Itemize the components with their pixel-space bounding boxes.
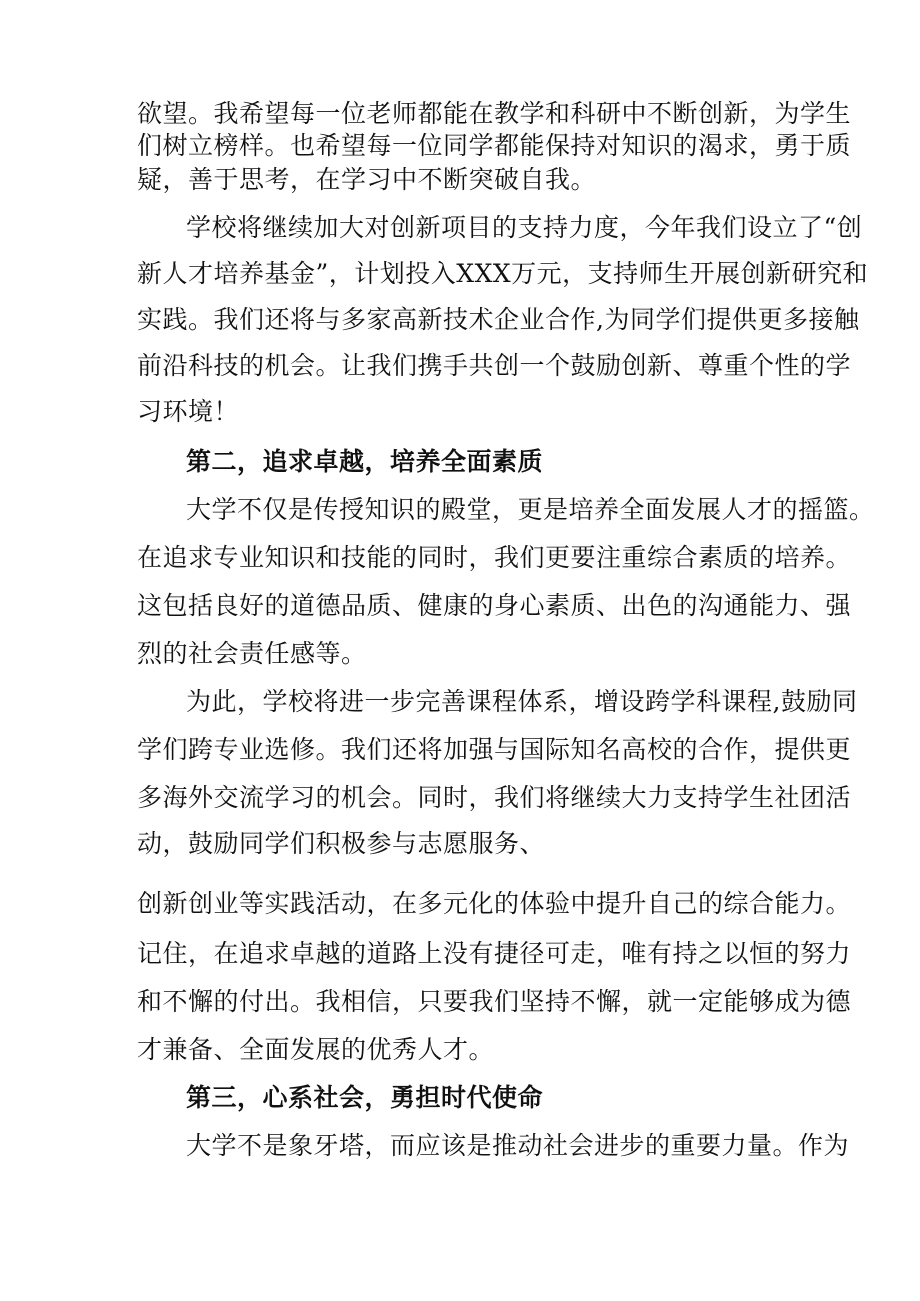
- text-line: 动，鼓励同学们积极参与志愿服务、: [137, 829, 546, 858]
- text-line: 多海外交流学习的机会。同时，我们将继续大力支持学生社团活: [137, 783, 852, 812]
- text-line: 实践。我们还将与多家高新技术企业合作,为同学们提供更多接触: [137, 305, 860, 334]
- text-line: 大学不仅是传授知识的殿堂，更是培养全面发展人才的摇篮。: [186, 495, 875, 524]
- text-line: 和不懈的付出。我相信，只要我们坚持不懈，就一定能够成为德: [137, 987, 852, 1016]
- text-line: 记住，在追求卓越的道路上没有捷径可走，唯有持之以恒的努力: [137, 939, 852, 968]
- text-line: 习环境！: [137, 397, 240, 426]
- text-line: 们树立榜样。也希望每一位同学都能保持对知识的渴求，勇于质: [137, 131, 852, 160]
- text-line: 烈的社会责任感等。: [137, 639, 367, 668]
- section-heading: 第二，追求卓越，培养全面素质: [186, 447, 544, 476]
- text-line: 学们跨专业选修。我们还将加强与国际知名高校的合作，提供更: [137, 735, 852, 764]
- text-line: 才兼备、全面发展的优秀人才。: [137, 1035, 495, 1064]
- text-line: 疑，善于思考，在学习中不断突破自我。: [137, 165, 597, 194]
- text-line: 创新创业等实践活动，在多元化的体验中提升自己的综合能力。: [137, 889, 852, 918]
- section-heading: 第三，心系社会，勇担时代使命: [186, 1083, 544, 1112]
- text-line: 在追求专业知识和技能的同时，我们更要注重综合素质的培养。: [137, 543, 852, 572]
- text-line: 为此，学校将进一步完善课程体系，增设跨学科课程,鼓励同: [186, 687, 858, 716]
- text-line: 欲望。我希望每一位老师都能在教学和科研中不断创新，为学生: [137, 99, 852, 128]
- text-line: 这包括良好的道德品质、健康的身心素质、出色的沟通能力、强: [137, 591, 852, 620]
- text-line: 学校将继续加大对创新项目的支持力度，今年我们设立了“创: [186, 213, 863, 242]
- text-line: 新人才培养基金”，计划投入XXX万元，支持师生开展创新研究和: [137, 259, 869, 288]
- text-line: 大学不是象牙塔，而应该是推动社会进步的重要力量。作为: [186, 1131, 850, 1160]
- text-line: 前沿科技的机会。让我们携手共创一个鼓励创新、尊重个性的学: [137, 351, 852, 380]
